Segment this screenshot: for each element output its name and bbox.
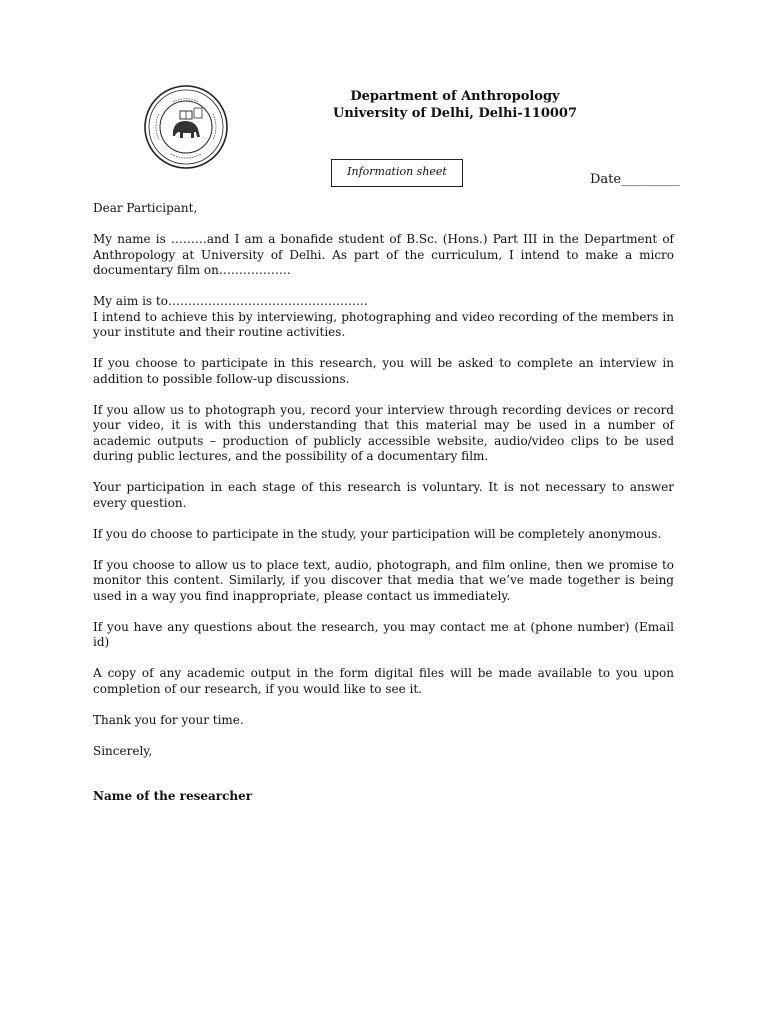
- paragraph-anonymous: If you do choose to participate in the study, your participation will be completely anonymous.: [93, 526, 662, 541]
- paragraph-participation: If you choose to participate in this research, you will be asked to complete an interview in addition to possible follow-up discussions.: [93, 356, 674, 386]
- paragraph-copy: A copy of any academic output in the form digital files will be made available to you upon completion of our research, if you would like to see it.: [93, 666, 674, 696]
- paragraph-aim: My aim is to…………………………………………..: [93, 294, 368, 308]
- paragraph-online: If you choose to allow us to place text, audio, photograph, and film online, then we promise to monitor this content. Similarly, if you discover that media that we’ve made together is being used in a way you find inappropriate, please contact us immediately.: [93, 557, 674, 603]
- signature-name: Name of the researcher: [93, 789, 253, 803]
- letterhead: [300, 88, 610, 122]
- salutation: Dear Participant,: [93, 201, 198, 215]
- university-seal-logo: [143, 84, 229, 170]
- department-name: Department of Anthropology: [350, 89, 560, 104]
- paragraph-contact: If you have any questions about the research, you may contact me at (phone number) (Email id): [93, 619, 674, 649]
- information-sheet-box: Information sheet: [331, 159, 463, 187]
- paragraph-aim-continued: I intend to achieve this by interviewing, photographing and video recording of the members in your institute and their routine activities.: [93, 309, 674, 339]
- university-address: University of Delhi, Delhi-110007: [333, 106, 577, 121]
- paragraph-voluntary: Your participation in each stage of this research is voluntary. It is not necessary to answer every question.: [93, 480, 674, 510]
- paragraph-recording: If you allow us to photograph you, record your interview through recording devices or record your video, it is with this understanding that this material may be used in a number of academic outputs – production of publicly accessible website, audio/video clips to be used during public lectures, and the possibility of a documentary film.: [93, 402, 674, 463]
- paragraph-intro: My name is ………and I am a bonafide student of B.Sc. (Hons.) Part III in the Department of Anthropology at University of Delhi. As part of the curriculum, I intend to make a micro documentary film on………………: [93, 232, 674, 277]
- thanks-line: Thank you for your time.: [93, 712, 244, 727]
- date-field: Date_________: [590, 172, 680, 187]
- closing: Sincerely,: [93, 743, 153, 758]
- letter-body: [93, 201, 674, 820]
